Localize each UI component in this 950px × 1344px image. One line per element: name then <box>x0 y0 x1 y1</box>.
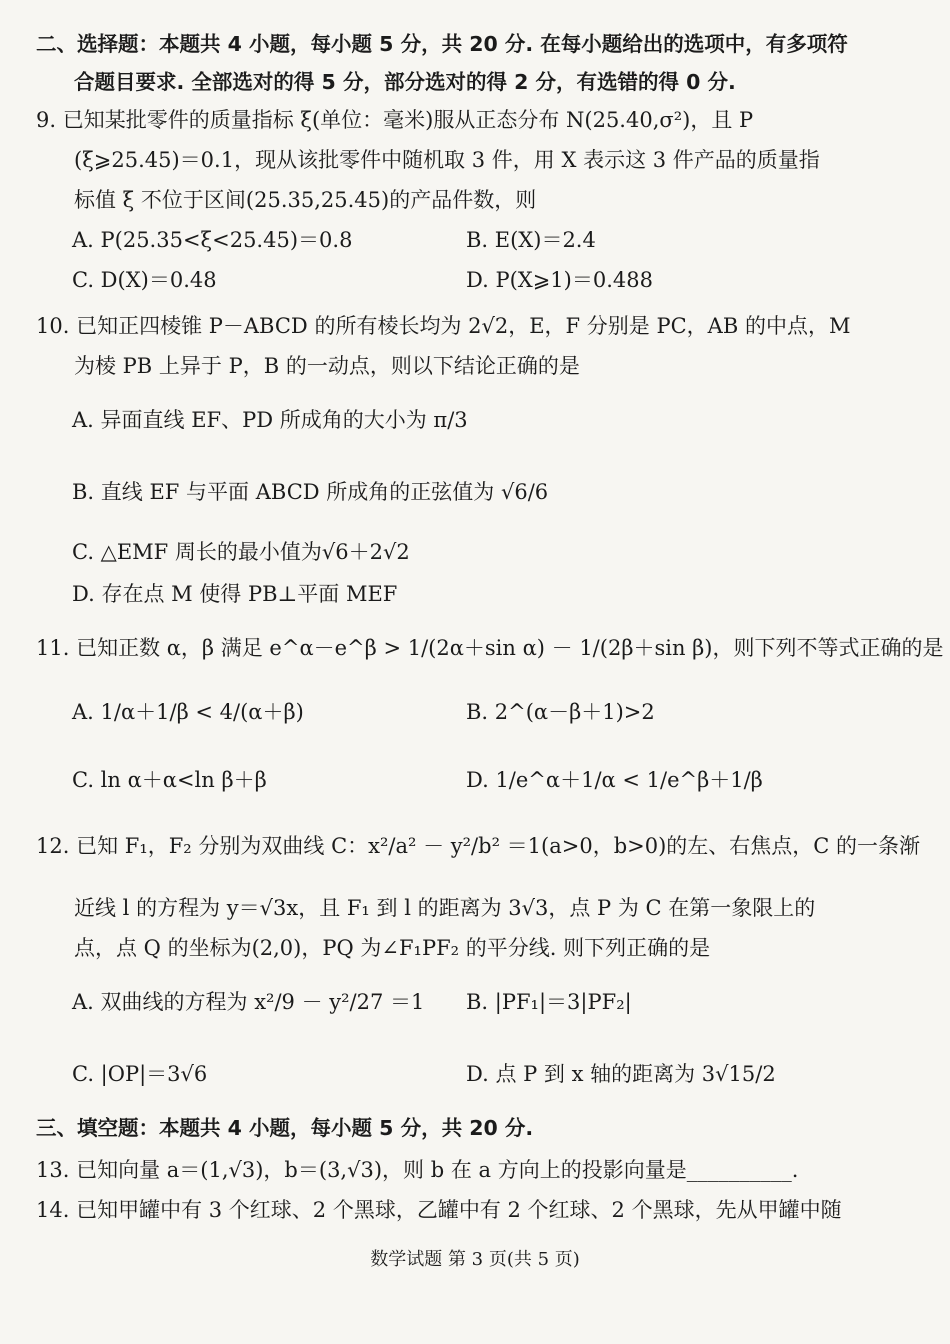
q11-line1: 11. 已知正数 α，β 满足 e^α－e^β > 1/(2α＋sin α) － 1/(2β＋sin β)，则下列不等式正确的是 <box>36 636 944 660</box>
q11-option-b: B. 2^(α－β＋1)>2 <box>466 700 655 724</box>
q12-option-a: A. 双曲线的方程为 x²/9 － y²/27 ＝1 <box>72 990 425 1014</box>
q11-options-row1 <box>36 698 910 726</box>
q11-options-row2 <box>36 766 910 794</box>
q9-option-a: A. P(25.35<ξ<25.45)＝0.8 <box>72 228 353 252</box>
q9-options-row1 <box>36 226 910 254</box>
q11-option-a: A. 1/α＋1/β < 4/(α＋β) <box>72 700 304 724</box>
q14-line1: 14. 已知甲罐中有 3 个红球、2 个黑球，乙罐中有 2 个红球、2 个黑球，先从甲罐中随 <box>36 1198 842 1222</box>
q9-line3: 标值 ξ 不位于区间(25.35,25.45)的产品件数，则 <box>74 188 537 212</box>
q10-line2: 为棱 PB 上异于 P，B 的一动点，则以下结论正确的是 <box>74 354 580 378</box>
q9-options-row2 <box>36 266 910 294</box>
page-footer: 数学试题 第 3 页(共 5 页) <box>370 1249 580 1270</box>
section2-heading-line2: 合题目要求. 全部选对的得 5 分，部分选对的得 2 分，有选错的得 0 分. <box>74 70 736 94</box>
q12-option-b: B. |PF₁|＝3|PF₂| <box>466 990 632 1014</box>
q12-options-row2 <box>36 1060 910 1088</box>
q12-line1: 12. 已知 F₁，F₂ 分别为双曲线 C：x²/a² － y²/b² ＝1(a>0，b>0)的左、右焦点，C 的一条渐 <box>36 834 921 858</box>
q12-options-row1 <box>36 988 910 1016</box>
q12-option-d: D. 点 P 到 x 轴的距离为 3√15/2 <box>466 1062 776 1086</box>
q10-option-c: C. △EMF 周长的最小值为√6＋2√2 <box>72 540 410 564</box>
q9-option-c: C. D(X)＝0.48 <box>72 268 217 292</box>
q12-option-c: C. |OP|＝3√6 <box>72 1062 208 1086</box>
q10-option-d: D. 存在点 M 使得 PB⊥平面 MEF <box>72 582 398 606</box>
q9-line1: 9. 已知某批零件的质量指标 ξ(单位：毫米)服从正态分布 N(25.40,σ²)，且 P <box>36 108 754 132</box>
q11-option-d: D. 1/e^α＋1/α < 1/e^β＋1/β <box>466 768 763 792</box>
q10-option-a: A. 异面直线 EF、PD 所成角的大小为 π/3 <box>72 408 468 432</box>
q12-line3: 点，点 Q 的坐标为(2,0)，PQ 为∠F₁PF₂ 的平分线. 则下列正确的是 <box>74 936 711 960</box>
q10-option-b: B. 直线 EF 与平面 ABCD 所成角的正弦值为 √6/6 <box>72 480 549 504</box>
q12-line2: 近线 l 的方程为 y＝√3x，且 F₁ 到 l 的距离为 3√3，点 P 为 C 在第一象限上的 <box>74 896 816 920</box>
q11-option-c: C. ln α＋α<ln β＋β <box>72 768 267 792</box>
q10-line1: 10. 已知正四棱锥 P－ABCD 的所有棱长均为 2√2，E，F 分别是 PC，AB 的中点，M <box>36 314 851 338</box>
section2-heading-line1: 二、选择题：本题共 4 小题，每小题 5 分，共 20 分. 在每小题给出的选项中，有多项符 <box>36 32 848 56</box>
q9-line2: (ξ⩾25.45)＝0.1，现从该批零件中随机取 3 件，用 X 表示这 3 件产品的质量指 <box>74 148 820 172</box>
q9-option-b: B. E(X)＝2.4 <box>466 228 596 252</box>
q13-line1: 13. 已知向量 a＝(1,√3)，b＝(3,√3)，则 b 在 a 方向上的投影向量是__________. <box>36 1158 799 1182</box>
q9-option-d: D. P(X⩾1)＝0.488 <box>466 268 653 292</box>
section3-heading: 三、填空题：本题共 4 小题，每小题 5 分，共 20 分. <box>36 1116 534 1140</box>
